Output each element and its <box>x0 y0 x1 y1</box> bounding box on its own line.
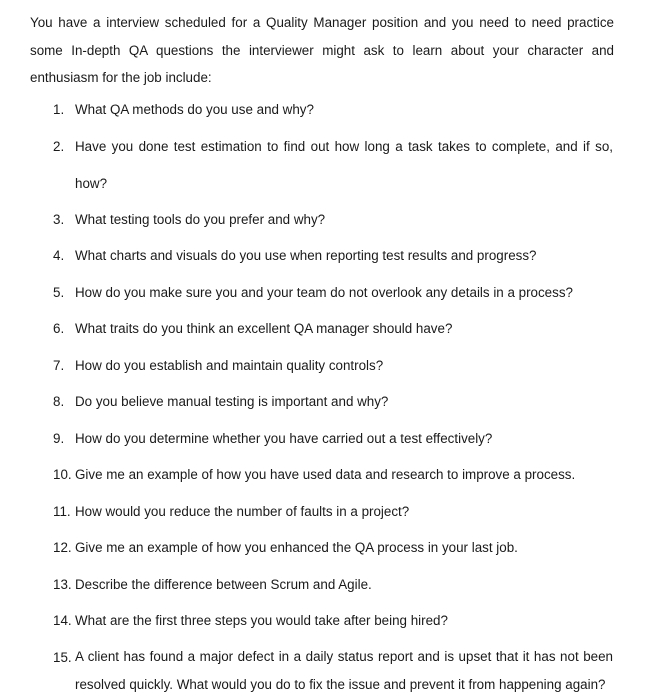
question-text: How do you determine whether you have carried out a test effectively? <box>75 431 493 446</box>
question-number: 2. <box>53 139 65 154</box>
question-text: How do you establish and maintain quality controls? <box>75 358 384 373</box>
question-number: 14. <box>53 613 72 628</box>
question-number: 13. <box>53 577 72 592</box>
question-number: 3. <box>53 212 65 227</box>
question-number: 12. <box>53 540 72 555</box>
question-number: 8. <box>53 394 65 409</box>
question-number: 7. <box>53 358 65 373</box>
question-text: What traits do you think an excellent QA manager should have? <box>75 321 453 336</box>
question-text: Give me an example of how you enhanced the QA process in your last job. <box>75 540 518 555</box>
question-text: What testing tools do you prefer and why? <box>75 212 326 227</box>
question-text: What QA methods do you use and why? <box>75 102 314 117</box>
question-number: 4. <box>53 248 65 263</box>
question-text: Have you done test estimation to find out how long a task takes to complete, and if so, how? <box>75 139 613 191</box>
question-text: Give me an example of how you have used data and research to improve a process. <box>75 467 576 482</box>
question-number: 9. <box>53 431 65 446</box>
question-number: 1. <box>53 102 65 117</box>
question-number: 11. <box>53 504 71 519</box>
question-text: What charts and visuals do you use when reporting test results and progress? <box>75 248 537 263</box>
intro-paragraph: You have a interview scheduled for a Quality Manager position and you need to need practice some In-depth QA questions the interviewer might ask to learn about your character and enthusiasm for the job include: <box>30 15 614 85</box>
question-text: How would you reduce the number of faults in a project? <box>75 504 410 519</box>
question-number: 10. <box>53 467 72 482</box>
question-text: Describe the difference between Scrum and Agile. <box>75 577 372 592</box>
question-text: A client has found a major defect in a daily status report and is upset that it has not been resolved quickly. What would you do to fix the issue and prevent it from happening again? <box>75 649 613 692</box>
question-number: 15. <box>53 650 72 665</box>
question-text: Do you believe manual testing is important and why? <box>75 394 389 409</box>
question-text: What are the first three steps you would take after being hired? <box>75 613 448 628</box>
question-number: 6. <box>53 321 65 336</box>
question-text: How do you make sure you and your team do not overlook any details in a process? <box>75 285 573 300</box>
question-number: 5. <box>53 285 65 300</box>
